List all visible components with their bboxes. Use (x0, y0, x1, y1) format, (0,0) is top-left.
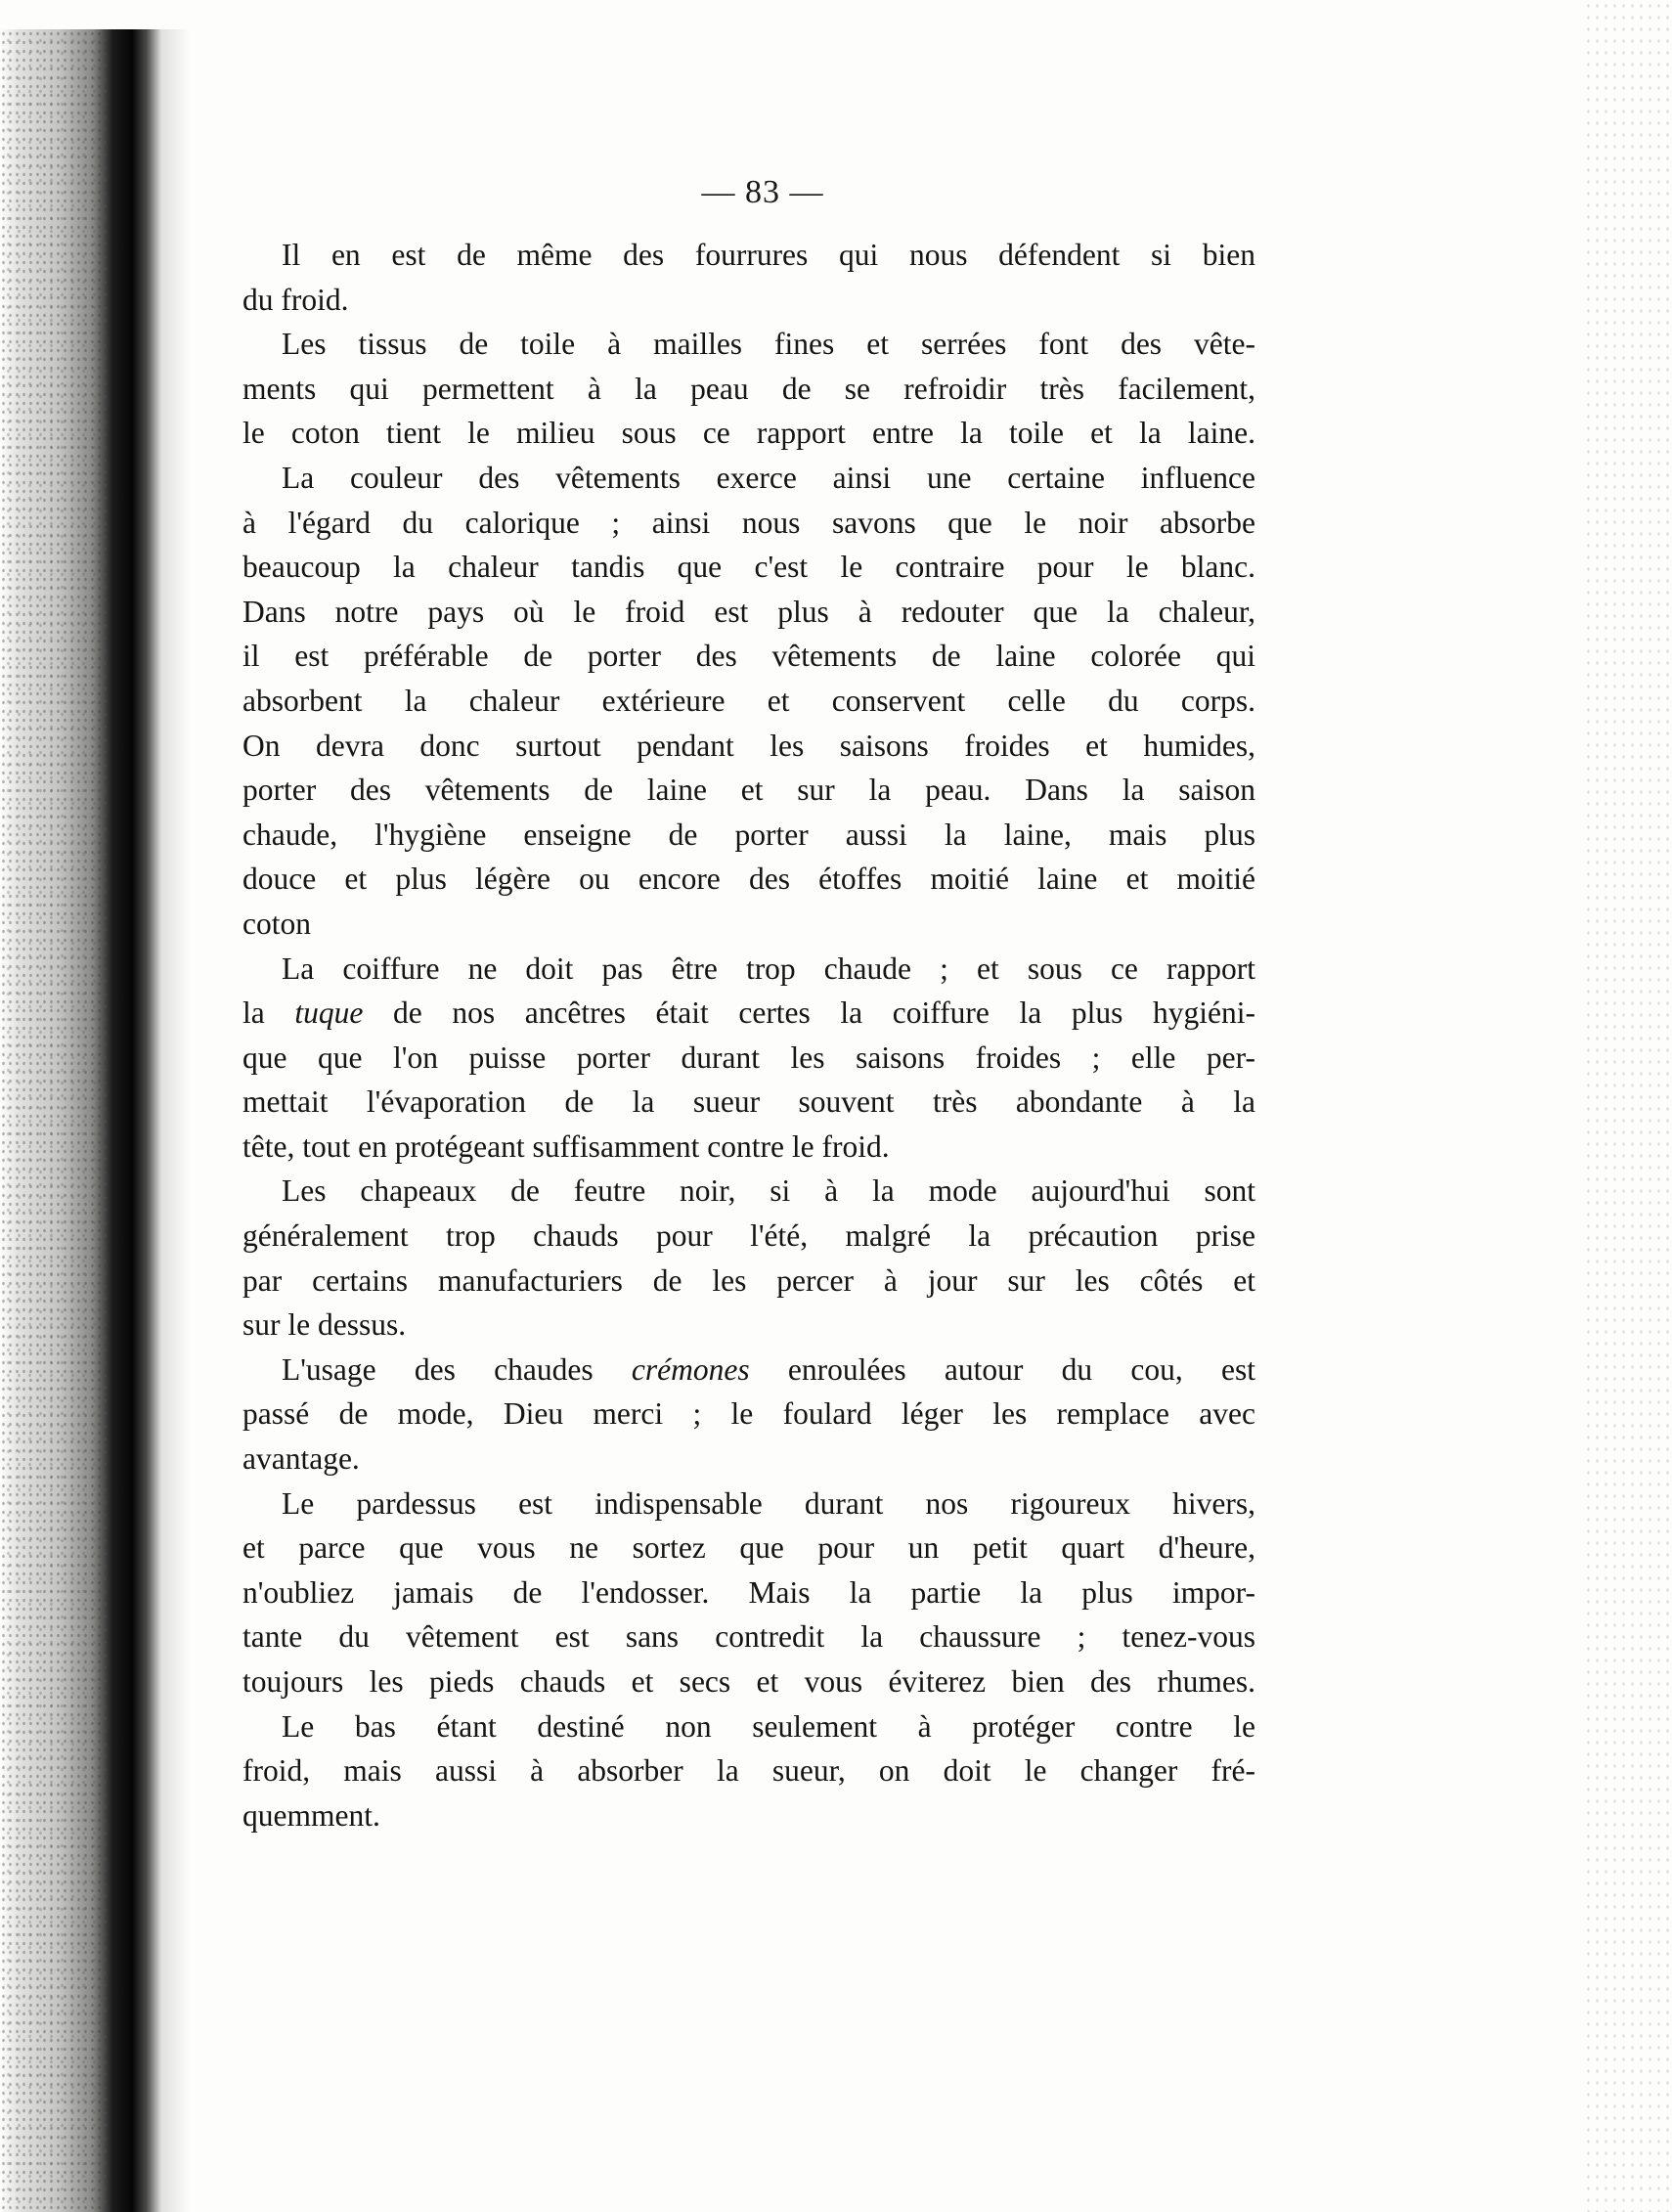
text-line: absorbent la chaleur extérieure et conservent celle du corps. (242, 683, 1255, 718)
text-line: n'oubliez jamais de l'endosser. Mais la partie la plus impor- (242, 1574, 1255, 1610)
binding-speckle (0, 29, 108, 2212)
body-text (242, 233, 1255, 1837)
text-line: froid, mais aussi à absorber la sueur, on doit le changer fré- (242, 1753, 1255, 1789)
text-line: il est préférable de porter des vêtements de laine colorée qui (242, 639, 1255, 674)
text-line: La coiffure ne doit pas être trop chaude ; et sous ce rapport (282, 951, 1255, 986)
text-line: tête, tout en protégeant suffisamment contre le froid. (242, 1128, 890, 1164)
text-line (242, 1348, 1255, 1393)
text-line: Le bas étant destiné non seulement à protéger contre le (282, 1708, 1255, 1744)
text-line: à l'égard du calorique ; ainsi nous savons que le noir absorbe (242, 505, 1255, 540)
text-line: Le pardessus est indispensable durant nos rigoureux hivers, (282, 1485, 1255, 1521)
text-line: chaude, l'hygiène enseigne de porter aussi la laine, mais plus (242, 817, 1255, 852)
text-segment: la (242, 995, 295, 1031)
text-line: beaucoup la chaleur tandis que c'est le contraire pour le blanc. (242, 550, 1255, 585)
text-line: toujours les pieds chauds et secs et vous éviterez bien des rhumes. (242, 1664, 1255, 1699)
text-line: Il en est de même des fourrures qui nous défendent si bien (282, 238, 1255, 272)
text-line: douce et plus légère ou encore des étoffes moitié laine et moitié (242, 862, 1255, 897)
text-segment: de nos ancêtres était certes la coiffure la plus hygiéni- (363, 995, 1255, 1031)
italic-term: crémones (631, 1351, 750, 1387)
text-line (242, 991, 1255, 1036)
text-segment: enroulées autour du cou, est (749, 1351, 1255, 1387)
text-line: tante du vêtement est sans contredit la chaussure ; tenez-vous (242, 1619, 1255, 1655)
text-segment: L'usage des chaudes (282, 1351, 632, 1387)
text-line: quemment. (242, 1797, 380, 1833)
text-line: que que l'on puisse porter durant les saisons froides ; elle per- (242, 1040, 1255, 1075)
page-number: — 83 — (701, 174, 824, 210)
text-line: avantage. (242, 1441, 360, 1477)
text-line: porter des vêtements de laine et sur la peau. Dans la saison (242, 773, 1255, 808)
text-line: mettait l'évaporation de la sueur souvent très abondante à la (242, 1084, 1255, 1120)
text-line: généralement trop chauds pour l'été, malgré la précaution prise (242, 1218, 1255, 1254)
text-line: On devra donc surtout pendant les saisons froides et humides, (242, 728, 1255, 763)
text-line: Les tissus de toile à mailles fines et serrées font des vête- (282, 327, 1255, 362)
italic-term: tuque (294, 995, 364, 1031)
right-edge-speckle (1584, 0, 1672, 2212)
text-line: et parce que vous ne sortez que pour un petit quart d'heure, (242, 1530, 1255, 1566)
text-line: passé de mode, Dieu merci ; le foulard léger les remplace avec (242, 1396, 1255, 1432)
text-line: le coton tient le milieu sous ce rapport entre la toile et la laine. (242, 416, 1255, 451)
text-line: coton (242, 906, 311, 941)
text-line: Les chapeaux de feutre noir, si à la mode aujourd'hui sont (282, 1173, 1255, 1209)
text-line: La couleur des vêtements exerce ainsi une certaine influence (282, 460, 1255, 495)
text-line: par certains manufacturiers de les percer à jour sur les côtés et (242, 1262, 1255, 1298)
text-line: du froid. (242, 282, 349, 317)
text-line: sur le dessus. (242, 1307, 407, 1343)
text-line: Dans notre pays où le froid est plus à redouter que la chaleur, (242, 594, 1255, 629)
text-line: ments qui permettent à la peau de se refroidir très facilement, (242, 371, 1255, 406)
